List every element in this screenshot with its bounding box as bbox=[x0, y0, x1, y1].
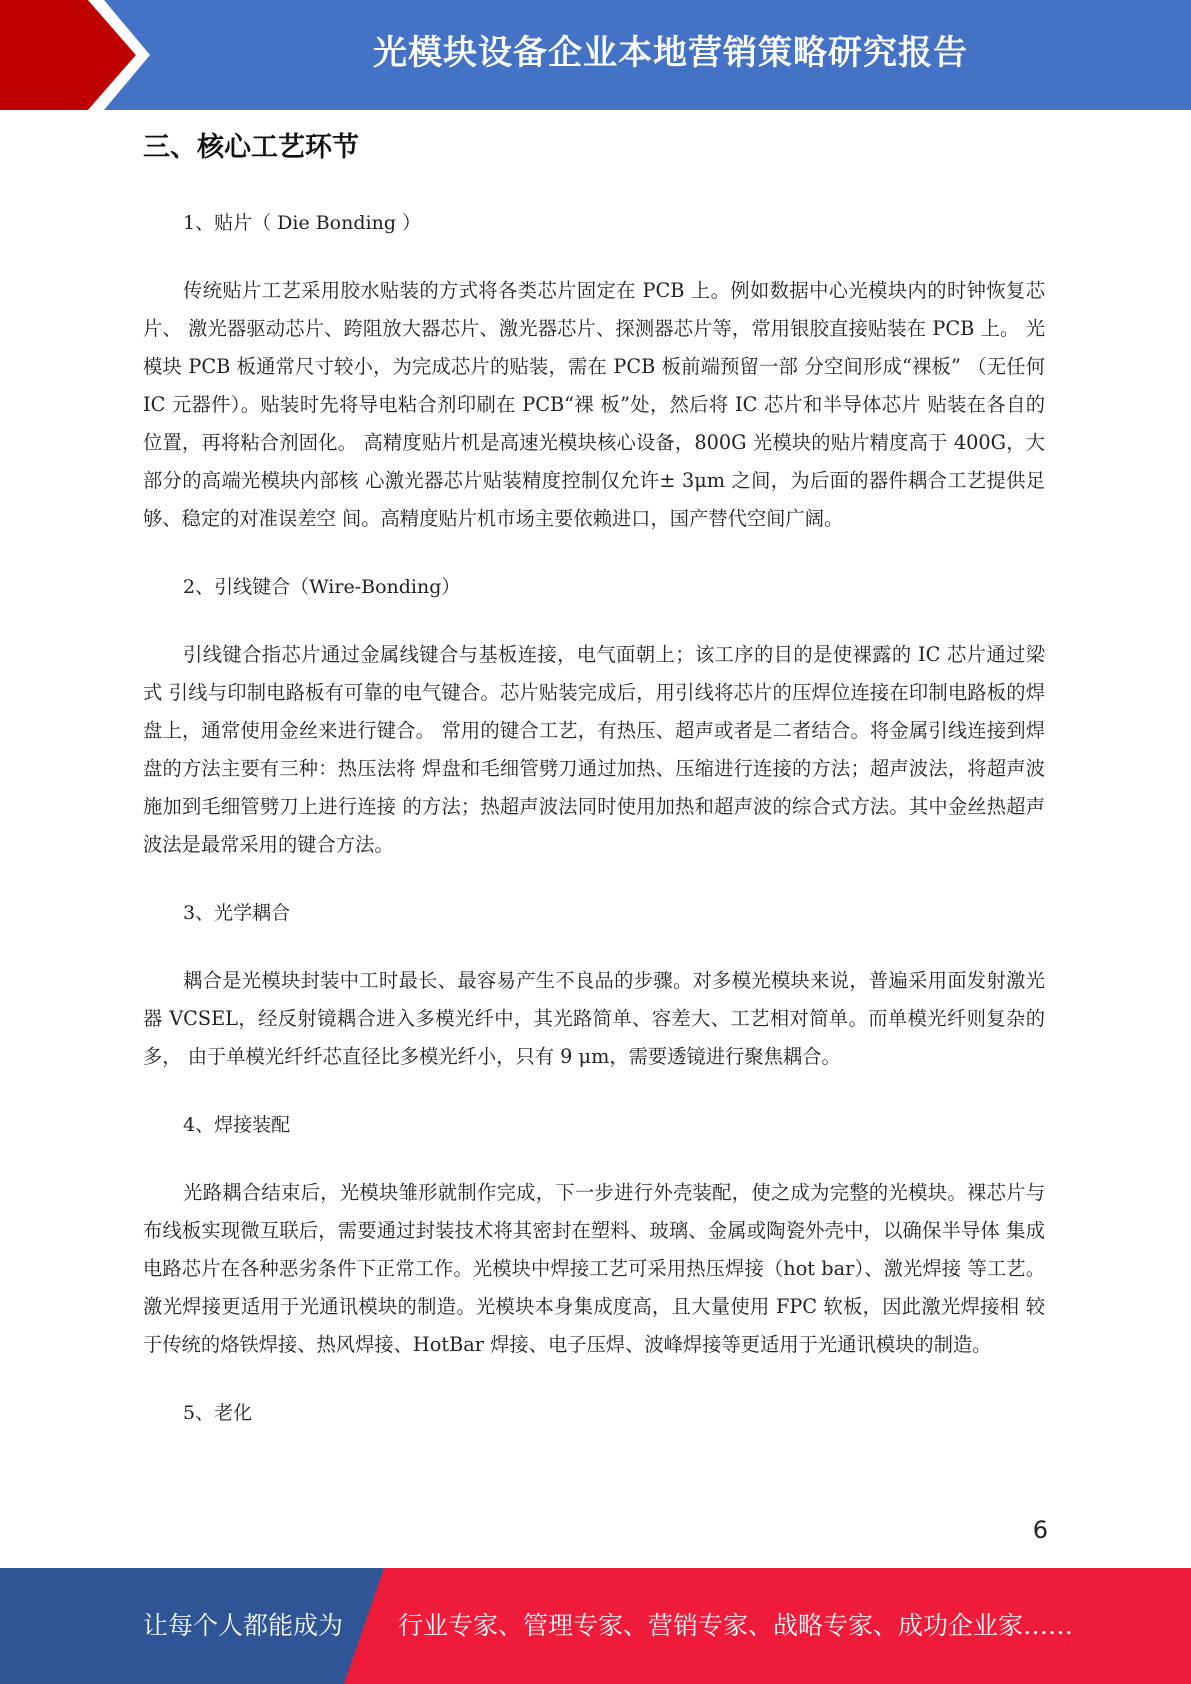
header-title: 光模块设备企业本地营销策略研究报告 bbox=[373, 33, 968, 73]
paragraph-welding-assembly: 光路耦合结束后，光模块雏形就制作完成，下一步进行外壳装配，使之成为完整的光模块。裸芯片与 布线板实现微互联后，需要通过封装技术将其密封在塑料、玻璃、金属或陶瓷外壳中，以确保半导体 集成电路芯片在各种恶劣条件下正常工作。光模块中焊接工艺可采用热压焊接（hot bar）、激光焊接 等工艺。 激光焊接更适用于光通讯模块的制造。光模块本身集成度高，且大量使用 FPC 软板，因此激光焊接相 较于传统的烙铁焊接、热风焊接、HotBar 焊接、电子压焊、波峰焊接等更适用于光通讯模块的制造。 bbox=[143, 1181, 1045, 1356]
page-number: 6 bbox=[1032, 1516, 1048, 1544]
footer-slogan-left: 让每个人都能成为 bbox=[143, 1611, 344, 1640]
paragraph-wire-bonding: 引线键合指芯片通过金属线键合与基板连接，电气面朝上；该工序的目的是使裸露的 IC 芯片通过梁式 引线与印制电路板有可靠的电气键合。芯片贴装完成后，用引线将芯片的压焊位连接在印制电路板的焊 盘上，通常使用金丝来进行键合。 常用的键合工艺，有热压、超声或者是二者结合。将金属引线连接到焊盘的方法主要有三种：热压法将 焊盘和毛细管劈刀通过加热、压缩进行连接的方法；超声波法，将超声波施加到毛细管劈刀上进行连接 的方法；热超声波法同时使用加热和超声波的综合式方法。其中金丝热超声波法是最常采用的键合方法。 bbox=[143, 643, 1045, 856]
subsection-heading-welding-assembly: 4、焊接装配 bbox=[183, 1114, 291, 1136]
subsection-heading-wire-bonding: 2、引线键合（Wire-Bonding） bbox=[183, 576, 461, 598]
header-arrow-decoration bbox=[0, 0, 150, 110]
footer-band bbox=[0, 1568, 1191, 1684]
section-title: 三、核心工艺环节 bbox=[143, 132, 359, 163]
main-content bbox=[143, 128, 1045, 1432]
paragraph-die-bonding: 传统贴片工艺采用胶水贴装的方式将各类芯片固定在 PCB 上。例如数据中心光模块内的时钟恢复芯片、 激光器驱动芯片、跨阻放大器芯片、激光器芯片、探测器芯片等，常用银胶直接贴装在 PCB 上。 光模块 PCB 板通常尺寸较小，为完成芯片的贴装，需在 PCB 板前端预留一部 分空间形成“裸板” （无任何 IC 元器件）。贴装时先将导电粘合剂印刷在 PCB“裸 板”处，然后将 IC 芯片和半导体芯片 贴装在各自的位置，再将粘合剂固化。 高精度贴片机是高速光模块核心设备，800G 光模块的贴片精度高于 400G，大部分的高端光模块内部核 心激光器芯片贴装精度控制仅允许± 3μm 之间，为后面的器件耦合工艺提供足够、稳定的对准误差空 间。高精度贴片机市场主要依赖进口，国产替代空间广阔。 bbox=[143, 279, 1045, 530]
subsection-heading-aging: 5、老化 bbox=[183, 1402, 253, 1424]
footer-slogan-right: 行业专家、管理专家、营销专家、战略专家、成功企业家…… bbox=[398, 1611, 1074, 1640]
subsection-heading-die-bonding: 1、贴片（ Die Bonding ） bbox=[183, 212, 422, 234]
subsection-heading-optical-coupling: 3、光学耦合 bbox=[183, 902, 291, 924]
paragraph-optical-coupling: 耦合是光模块封装中工时最长、最容易产生不良品的步骤。对多模光模块来说，普遍采用面发射激光器 VCSEL，经反射镜耦合进入多模光纤中，其光路简单、容差大、工艺相对简单。而单模光纤则复杂的多， 由于单模光纤纤芯直径比多模光纤小，只有 9 μm，需要透镜进行聚焦耦合。 bbox=[143, 969, 1045, 1068]
header-band bbox=[0, 0, 1191, 110]
